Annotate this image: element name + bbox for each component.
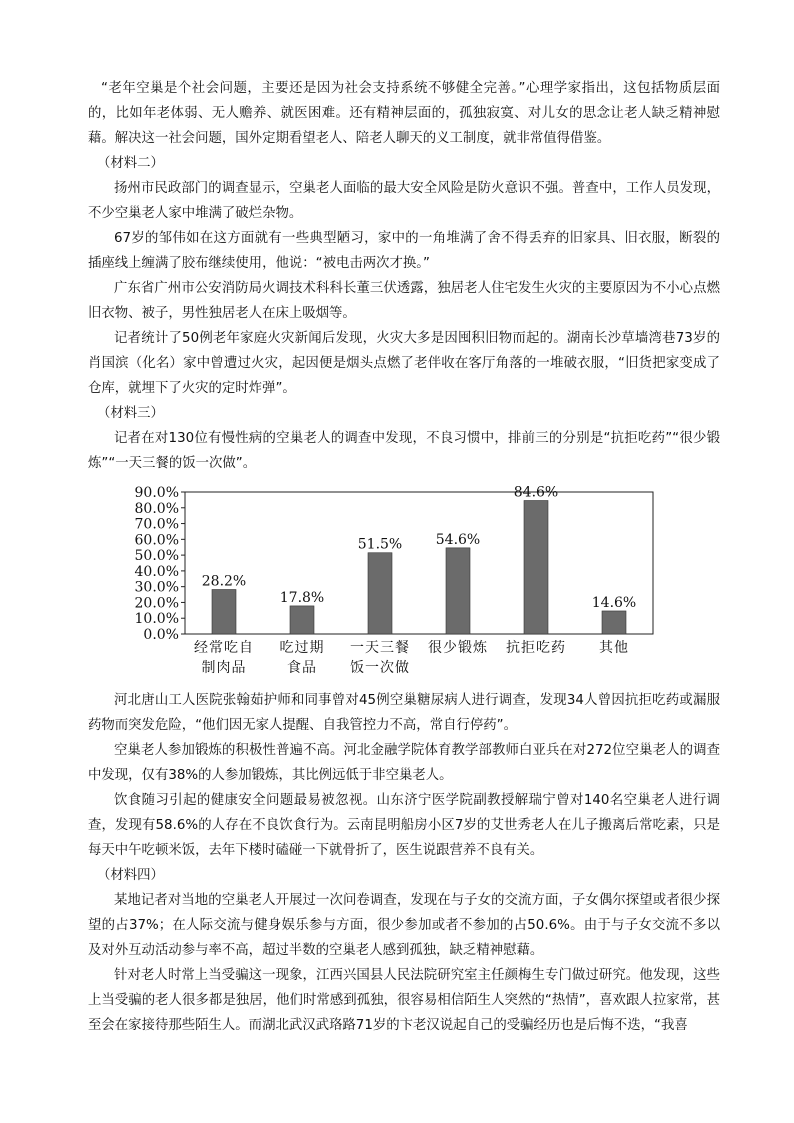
text-block-bottom — [88, 688, 720, 1038]
y-tick-label: 80.0% — [134, 500, 179, 517]
paragraph: 空巢老人参加锻炼的积极性普遍不高。河北金融学院体育教学部教师白亚兵在对272位空巢老人的调查中发现，仅有38%的人参加锻炼，其比例远低于非空巢老人。 — [88, 743, 720, 783]
category-label: 吃过期 — [279, 640, 325, 656]
y-tick-label: 40.0% — [134, 563, 179, 580]
chart-svg — [125, 482, 665, 682]
section-heading: （材料二） — [97, 156, 164, 171]
bar-chart — [125, 482, 665, 682]
paragraph: 67岁的邹伟如在这方面就有一些典型陋习，家中的一角堆满了舍不得丢弃的旧家具、旧衣服，断裂的插座线上缠满了胶布继续使用，他说：“被电击两次才换。” — [88, 231, 720, 271]
paragraph: 饮食随习引起的健康安全问题最易被忽视。山东济宁医学院副教授解瑞宁曾对140名空巢老人进行调查，发现有58.6%的人存在不良饮食行为。云南昆明船房小区7岁的艾世秀老人在儿子搬离后常吃素，只是每天中午吃顿米饭，去年下楼时磕碰一下就骨折了，医生说跟营养不良有关。 — [88, 793, 720, 858]
paragraph: 扬州市民政部门的调查显示，空巢老人面临的最大安全风险是防火意识不强。普查中，工作人员发现，不少空巢老人家中堆满了破烂杂物。 — [88, 181, 720, 221]
y-tick-label: 50.0% — [134, 548, 179, 565]
document-body — [88, 76, 720, 1038]
section-heading: （材料三） — [97, 406, 164, 421]
bar — [290, 606, 314, 634]
category-label: 食品 — [287, 660, 317, 676]
plot-frame — [185, 492, 653, 634]
category-label: 制肉品 — [201, 660, 247, 676]
section-heading: （材料四） — [97, 868, 164, 883]
paragraph: 某地记者对当地的空巢老人开展过一次问卷调查，发现在与子女的交流方面，子女偶尔探望或者很少探望的占37%；在人际交流与健身娱乐参与方面，很少参加或者不参加的占50.6%。由于与子女交流不多以及对外互动活动参与率不高，超过半数的空巢老人感到孤独，缺乏精神慰藉。 — [88, 893, 720, 958]
y-tick-label: 20.0% — [134, 595, 179, 612]
y-tick-label: 60.0% — [134, 532, 179, 549]
paragraph: 记者在对130位有慢性病的空巢老人的调查中发现，不良习惯中，排前三的分别是“抗拒吃药”“很少锻炼”“一天三餐的饭一次做”。 — [88, 431, 720, 471]
data-label: 14.6% — [591, 594, 637, 611]
paragraph: 记者统计了50例老年家庭火灾新闻后发现，火灾大多是因囤积旧物而起的。湖南长沙草墙湾巷73岁的肖国滨（化名）家中曾遭过火灾，起因便是烟头点燃了老伴收在客厅角落的一堆破衣服，“旧货把家变成了仓库，就埋下了火灾的定时炸弹”。 — [88, 331, 720, 396]
bar — [602, 611, 626, 634]
data-label: 54.6% — [435, 531, 481, 548]
y-tick-label: 10.0% — [134, 611, 179, 628]
bar — [524, 501, 548, 634]
text-block-top — [88, 76, 720, 476]
data-label: 28.2% — [201, 573, 247, 590]
category-label: 一天三餐 — [350, 640, 410, 656]
bar — [446, 548, 470, 634]
paragraph: “老年空巢是个社会问题，主要还是因为社会支持系统不够健全完善。”心理学家指出，这包括物质层面的，比如年老体弱、无人赡养、就医困难。还有精神层面的，孤独寂寞、对儿女的思念让老人缺乏精神慰藉。解决这一社会问题，国外定期看望老人、陪老人聊天的义工制度，就非常值得借鉴。 — [88, 81, 720, 146]
paragraph: 广东省广州市公安消防局火调技术科科长董三伏透露，独居老人住宅发生火灾的主要原因为不小心点燃旧衣物、被子，男性独居老人在床上吸烟等。 — [88, 281, 720, 321]
y-tick-label: 70.0% — [134, 516, 179, 533]
y-tick-label: 30.0% — [134, 579, 179, 596]
data-label: 17.8% — [279, 589, 325, 606]
bar — [368, 553, 392, 634]
category-label: 经常吃自 — [194, 640, 254, 656]
data-label: 84.6% — [513, 484, 559, 501]
paragraph: 河北唐山工人医院张翰茹护师和同事曾对45例空巢糖尿病人进行调查，发现34人曾因抗拒吃药或漏服药物而突发危险，“他们因无家人提醒、自我管控力不高，常自行停药”。 — [88, 693, 720, 733]
category-label: 很少锻炼 — [428, 640, 488, 656]
category-label: 饭一次做 — [350, 660, 410, 676]
y-tick-label: 90.0% — [134, 485, 179, 501]
y-tick-label: 0.0% — [143, 627, 179, 643]
bar — [212, 590, 236, 634]
paragraph: 针对老人时常上当受骗这一现象，江西兴国县人民法院研究室主任颜梅生专门做过研究。他发现，这些上当受骗的老人很多都是独居，他们时常感到孤独，很容易相信陌生人突然的“热情”，喜欢跟人拉家常，甚至会在家接待那些陌生人。而湖北武汉武珞路71岁的卞老汉说起自己的受骗经历也是后悔不迭，“我喜 — [88, 968, 720, 1033]
category-label: 其他 — [599, 640, 629, 656]
category-label: 抗拒吃药 — [506, 640, 566, 656]
data-label: 51.5% — [357, 536, 403, 553]
